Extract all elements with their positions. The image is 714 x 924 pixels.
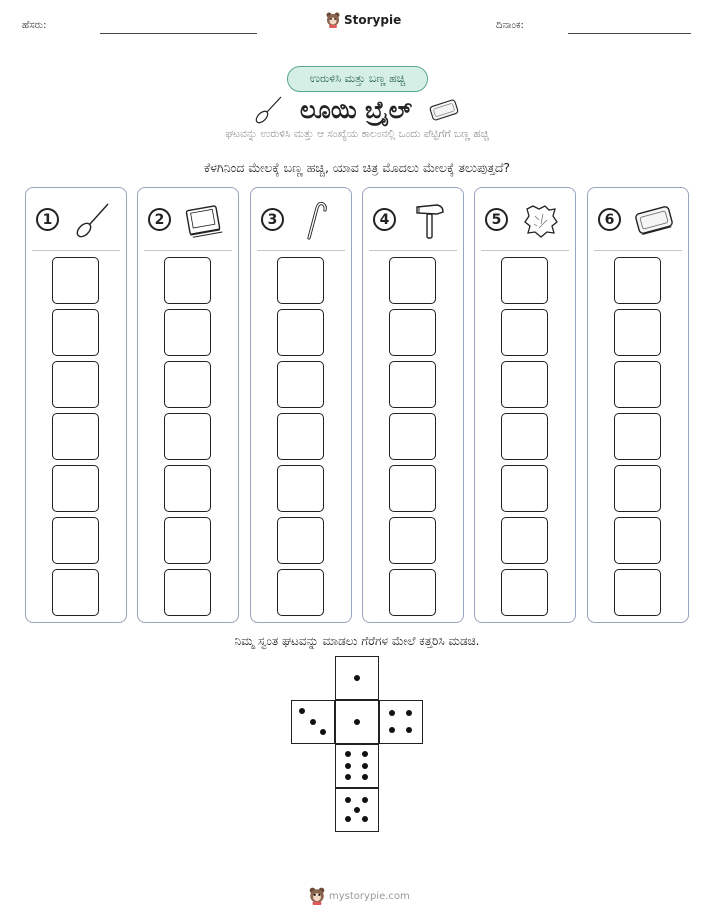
color-box[interactable] [614,413,661,460]
column-3 [250,187,352,623]
date-line[interactable] [568,33,691,34]
title-row [0,92,714,128]
die-pip [345,774,351,780]
column-divider [481,250,569,251]
color-box[interactable] [389,569,436,616]
column-number: 6 [598,208,621,231]
die-pip [299,708,305,714]
color-box[interactable] [614,309,661,356]
color-box[interactable] [277,569,324,616]
color-box[interactable] [164,309,211,356]
die-pip [354,675,360,681]
column-number: 5 [485,208,508,231]
book-icon [182,200,226,240]
color-box[interactable] [277,517,324,564]
die-pip [362,797,368,803]
color-box[interactable] [614,517,661,564]
die-pip [362,763,368,769]
column-header [588,188,688,248]
color-box[interactable] [277,309,324,356]
brand-name: Storypie [344,13,402,27]
color-box[interactable] [389,465,436,512]
color-box[interactable] [501,257,548,304]
activity-badge: ಉರುಳಿಸಿ ಮತ್ತು ಬಣ್ಣ ಹಚ್ಚಿ [287,66,428,92]
die-pip [389,710,395,716]
color-box[interactable] [501,465,548,512]
column-divider [144,250,232,251]
die-pip [320,729,326,735]
date-label: ದಿನಾಂಕ: [496,20,524,31]
awl-icon [254,95,284,125]
hammer-icon [407,200,451,240]
color-box[interactable] [164,257,211,304]
color-box[interactable] [614,569,661,616]
column-divider [369,250,457,251]
die-face [335,656,379,700]
leather-hide-icon [519,200,563,240]
die-pip [362,816,368,822]
awl-icon [70,200,114,240]
slate-icon [428,97,460,123]
cane-icon [295,200,339,240]
die-face [335,788,379,832]
die-face [379,700,423,744]
column-5 [474,187,576,623]
die-pip [354,719,360,725]
color-box[interactable] [164,569,211,616]
column-number: 3 [261,208,284,231]
die-pip [345,763,351,769]
die-pip [345,751,351,757]
question: ಕೆಳಗಿನಿಂದ ಮೇಲಕ್ಕೆ ಬಣ್ಣ ಹಚ್ಚಿ, ಯಾವ ಚಿತ್ರ ಮೊದಲು ಮೇಲಕ್ಕೆ ತಲುಪುತ್ತದೆ? [203,160,511,175]
die-pip [406,710,412,716]
color-box[interactable] [277,465,324,512]
color-box[interactable] [52,257,99,304]
column-6 [587,187,689,623]
color-box[interactable] [389,257,436,304]
column-divider [32,250,120,251]
die-pip [362,774,368,780]
color-box[interactable] [501,309,548,356]
color-box[interactable] [501,361,548,408]
column-header [475,188,575,248]
column-number: 4 [373,208,396,231]
color-box[interactable] [52,465,99,512]
brand-logo [326,12,401,28]
column-header [138,188,238,248]
die-pip [345,797,351,803]
subtitle: ಘಟವನ್ನು ಉರುಳಿಸಿ ಮತ್ತು ಆ ಸಂಖ್ಯೆಯ ಕಾಲಂನಲ್ಲಿ ಒಂದು ಪೆಟ್ಟಿಗೆಗೆ ಬಣ್ಣ ಹಚ್ಚಿ [225,128,489,140]
footer-url[interactable]: mystorypie.com [329,890,410,902]
cut-fold-instruction: ನಿಮ್ಮ ಸ್ವಂತ ಘಟವನ್ನು ಮಾಡಲು ಗೆರೆಗಳ ಮೇಲೆ ಕತ್ತರಿಸಿ ಮಡಚಿ. [234,634,480,648]
color-box[interactable] [389,517,436,564]
die-pip [345,816,351,822]
color-box[interactable] [389,361,436,408]
color-box[interactable] [52,569,99,616]
color-box[interactable] [501,517,548,564]
column-header [363,188,463,248]
column-header [26,188,126,248]
color-box[interactable] [277,257,324,304]
column-divider [257,250,345,251]
column-number: 2 [148,208,171,231]
color-box[interactable] [389,309,436,356]
color-box[interactable] [277,413,324,460]
footer [309,887,410,905]
storypie-mascot-icon [309,887,325,905]
name-line[interactable] [100,33,257,34]
column-header [251,188,351,248]
name-label: ಹೆಸರು: [22,20,47,31]
column-1 [25,187,127,623]
color-box[interactable] [501,569,548,616]
column-number: 1 [36,208,59,231]
color-box[interactable] [164,465,211,512]
color-box[interactable] [501,413,548,460]
column-divider [594,250,682,251]
color-box[interactable] [614,257,661,304]
color-box[interactable] [164,413,211,460]
die-pip [354,807,360,813]
die-pip [310,719,316,725]
die-pip [362,751,368,757]
column-4 [362,187,464,623]
color-box[interactable] [164,517,211,564]
die-pip [406,727,412,733]
color-box[interactable] [52,413,99,460]
slate-icon [632,200,676,240]
color-box[interactable] [277,361,324,408]
die-face [335,744,379,788]
column-2 [137,187,239,623]
color-box[interactable] [52,517,99,564]
color-box[interactable] [52,309,99,356]
page-title: ಲೂಯಿ ಬ್ರೈಲ್ [299,96,413,124]
color-box[interactable] [614,465,661,512]
color-box[interactable] [389,413,436,460]
color-box[interactable] [52,361,99,408]
die-face [335,700,379,744]
storypie-mascot-icon [326,12,340,28]
color-box[interactable] [164,361,211,408]
color-box[interactable] [614,361,661,408]
die-face [291,700,335,744]
die-pip [389,727,395,733]
